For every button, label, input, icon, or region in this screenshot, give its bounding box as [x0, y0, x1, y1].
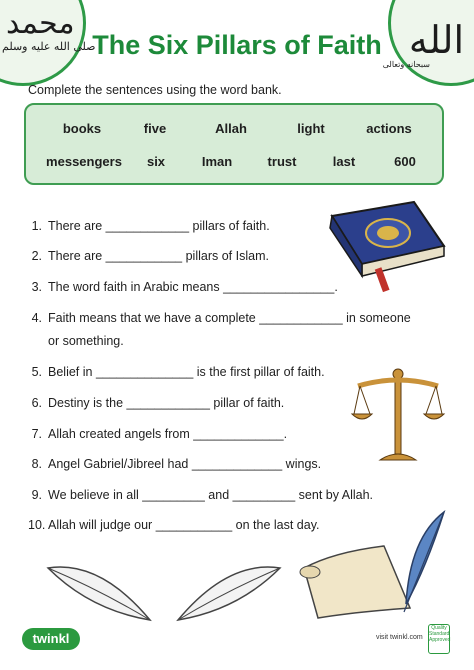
word-bank [24, 103, 444, 185]
word-bank-item: messengers [46, 154, 122, 169]
word-bank-item: light [297, 121, 325, 136]
question-4: 4. Faith means that we have a complete ____________ in someone [31, 311, 411, 325]
calligraphy-pbuh: صلى الله عليه وسلم [2, 40, 96, 53]
visit-link[interactable]: visit twinkl.com [376, 634, 423, 641]
question-7: 7. Allah created angels from _____________. [31, 427, 288, 441]
quality-badge: Quality Standard Approved [428, 624, 450, 654]
word-bank-item: Iman [201, 154, 233, 169]
scroll-quill-illustration [294, 508, 454, 620]
question-4-continued: or something. [48, 334, 124, 348]
feather-right-illustration [168, 560, 288, 630]
word-bank-item: trust [267, 154, 297, 169]
page-title: The Six Pillars of Faith [92, 30, 382, 60]
word-bank-item: five [143, 121, 167, 136]
question-1: 1. There are ____________ pillars of faith. [31, 219, 270, 233]
word-bank-item: books [62, 121, 102, 136]
word-bank-item: actions [366, 121, 412, 136]
question-3: 3. The word faith in Arabic means ________________. [31, 280, 338, 294]
question-2: 2. There are ___________ pillars of Islam. [31, 249, 269, 263]
question-8: 8. Angel Gabriel/Jibreel had _____________ wings. [31, 457, 322, 471]
quran-book-illustration [318, 198, 448, 298]
word-bank-item: 600 [394, 154, 416, 169]
word-bank-item: last [332, 154, 356, 169]
scales-illustration [350, 368, 446, 464]
calligraphy-swt: سبحانه وتعالى [382, 60, 430, 69]
question-9: 9. We believe in all _________ and _________ sent by Allah. [31, 488, 374, 502]
twinkl-logo[interactable]: twinkl [22, 628, 80, 650]
question-10: 10. Allah will judge our ___________ on the last day. [28, 518, 320, 532]
calligraphy-allah: الله [408, 18, 464, 62]
question-6: 6. Destiny is the ____________ pillar of faith. [31, 396, 285, 410]
question-5: 5. Belief in ______________ is the first pillar of faith. [31, 365, 325, 379]
instruction-text: Complete the sentences using the word bank. [28, 83, 282, 97]
feather-left-illustration [40, 560, 160, 630]
word-bank-item: Allah [215, 121, 247, 136]
calligraphy-muhammad: محمد [6, 6, 75, 41]
word-bank-item: six [146, 154, 166, 169]
